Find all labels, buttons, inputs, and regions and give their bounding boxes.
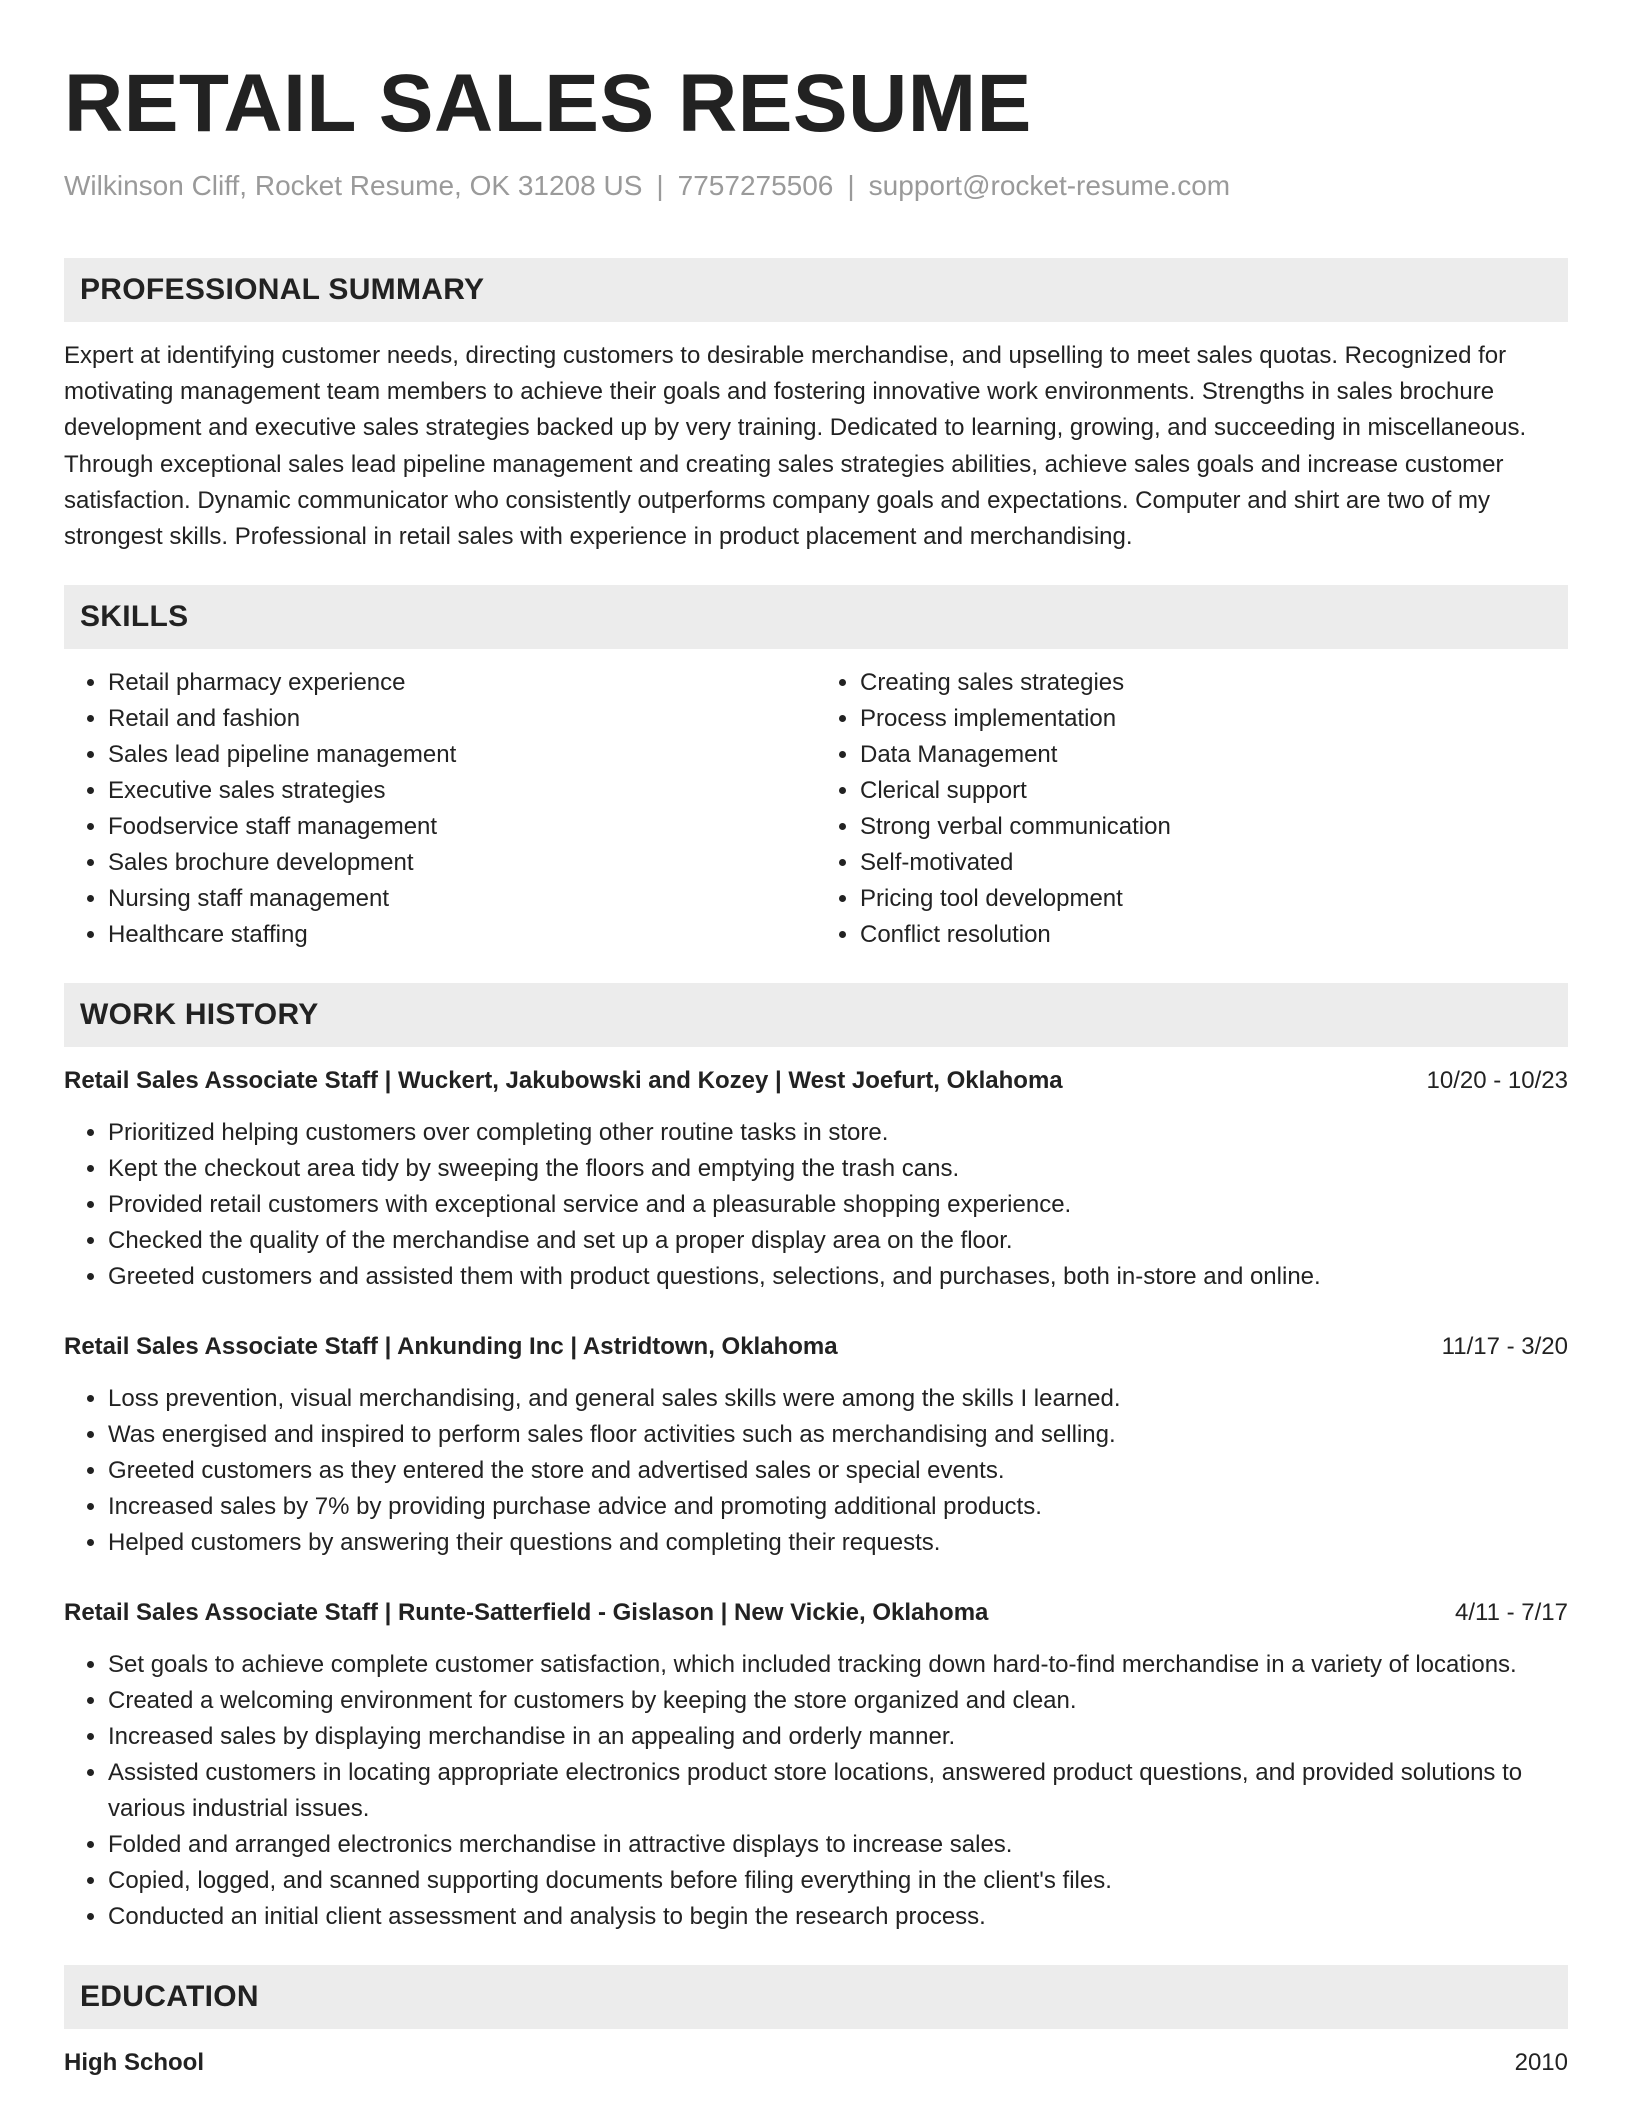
skill-item: • Strong verbal communication	[860, 809, 1568, 845]
job-bullet: • Greeted customers and assisted them with product questions, selections, and purchases, both in-store and online.	[108, 1259, 1568, 1295]
job-bullet: • Provided retail customers with exceptional service and a pleasurable shopping experience.	[108, 1187, 1568, 1223]
job-entry	[64, 1063, 1568, 1295]
resume-title: RETAIL SALES RESUME	[64, 58, 1032, 149]
skill-item: • Process implementation	[860, 701, 1568, 737]
skill-item: • Retail and fashion	[108, 701, 816, 737]
job-header	[64, 1329, 1568, 1365]
job-bullet: • Assisted customers in locating appropriate electronics product store locations, answered product questions, and provided solutions to various industrial issues.	[108, 1755, 1568, 1827]
job-title: Retail Sales Associate Staff | Runte-Satterfield - Gislason | New Vickie, Oklahoma	[64, 1599, 989, 1627]
job-bullet: • Prioritized helping customers over completing other routine tasks in store.	[108, 1115, 1568, 1151]
contact-separator: |	[847, 170, 855, 201]
contact-line	[64, 168, 1568, 204]
job-bullets	[64, 1115, 1568, 1295]
job-title: Retail Sales Associate Staff | Ankunding Inc | Astridtown, Oklahoma	[64, 1333, 838, 1361]
contact-separator: |	[656, 170, 664, 201]
skill-item: • Conflict resolution	[860, 917, 1568, 953]
job-bullet: • Greeted customers as they entered the store and advertised sales or special events.	[108, 1453, 1568, 1489]
skill-item: • Foodservice staff management	[108, 809, 816, 845]
summary-text: Expert at identifying customer needs, directing customers to desirable merchandise, and upselling to meet sales quotas. Recognized for motivating management team members to achieve their goals and fostering innovative work environments. Strengths in sales brochure development and executive sales strategies backed up by very training. Dedicated to learning, growing, and succeeding in miscellaneous. Through exceptional sales lead pipeline management and creating sales strategies abilities, achieve sales goals and increase customer satisfaction. Dynamic communicator who consistently outperforms company goals and expectations. Computer and shirt are two of my strongest skills. Professional in retail sales with experience in product placement and merchandising.	[64, 342, 1527, 551]
skill-item: • Executive sales strategies	[108, 773, 816, 809]
skill-item: • Sales lead pipeline management	[108, 737, 816, 773]
job-bullets	[64, 1647, 1568, 1935]
job-bullet: • Created a welcoming environment for customers by keeping the store organized and clean.	[108, 1683, 1568, 1719]
section-header-work-history: WORK HISTORY	[64, 983, 1568, 1047]
job-bullet: • Was energised and inspired to perform sales floor activities such as merchandising and selling.	[108, 1417, 1568, 1453]
section-header-skills: SKILLS	[64, 585, 1568, 649]
skills-list-left	[64, 665, 816, 953]
job-bullet: • Folded and arranged electronics merchandise in attractive displays to increase sales.	[108, 1827, 1568, 1863]
skills-list-right	[816, 665, 1568, 953]
skill-item: • Healthcare staffing	[108, 917, 816, 953]
skill-item: • Data Management	[860, 737, 1568, 773]
job-entry	[64, 1595, 1568, 1935]
contact-address: Wilkinson Cliff, Rocket Resume, OK 31208 US	[64, 170, 643, 201]
job-bullet: • Loss prevention, visual merchandising, and general sales skills were among the skills I learned.	[108, 1381, 1568, 1417]
section-header-summary: PROFESSIONAL SUMMARY	[64, 258, 1568, 322]
section-header-education: EDUCATION	[64, 1965, 1568, 2029]
contact-email: support@rocket-resume.com	[868, 170, 1231, 201]
skill-item: • Clerical support	[860, 773, 1568, 809]
education-title: High School	[64, 2049, 204, 2077]
job-bullet: • Conducted an initial client assessment and analysis to begin the research process.	[108, 1899, 1568, 1935]
job-bullets	[64, 1381, 1568, 1561]
job-header	[64, 1595, 1568, 1631]
job-bullet: • Increased sales by 7% by providing purchase advice and promoting additional products.	[108, 1489, 1568, 1525]
job-bullet: • Checked the quality of the merchandise and set up a proper display area on the floor.	[108, 1223, 1568, 1259]
job-bullet: • Kept the checkout area tidy by sweeping the floors and emptying the trash cans.	[108, 1151, 1568, 1187]
skills-columns	[64, 665, 1568, 953]
contact-phone: 7757275506	[677, 170, 834, 201]
job-dates: 10/20 - 10/23	[1426, 1067, 1568, 1095]
job-title: Retail Sales Associate Staff | Wuckert, Jakubowski and Kozey | West Joefurt, Oklahoma	[64, 1067, 1063, 1095]
skill-item: • Retail pharmacy experience	[108, 665, 816, 701]
education-entry	[64, 2045, 1568, 2081]
skill-item: • Creating sales strategies	[860, 665, 1568, 701]
job-entry	[64, 1329, 1568, 1561]
skill-item: • Self-motivated	[860, 845, 1568, 881]
job-header	[64, 1063, 1568, 1099]
job-dates: 4/11 - 7/17	[1455, 1599, 1568, 1627]
job-bullet: • Copied, logged, and scanned supporting documents before filing everything in the client's files.	[108, 1863, 1568, 1899]
skill-item: • Sales brochure development	[108, 845, 816, 881]
job-bullet: • Set goals to achieve complete customer satisfaction, which included tracking down hard-to-find merchandise in a variety of locations.	[108, 1647, 1568, 1683]
skill-item: • Pricing tool development	[860, 881, 1568, 917]
job-bullet: • Increased sales by displaying merchandise in an appealing and orderly manner.	[108, 1719, 1568, 1755]
job-bullet: • Helped customers by answering their questions and completing their requests.	[108, 1525, 1568, 1561]
skill-item: • Nursing staff management	[108, 881, 816, 917]
education-year: 2010	[1514, 2049, 1568, 2077]
job-dates: 11/17 - 3/20	[1441, 1333, 1568, 1361]
